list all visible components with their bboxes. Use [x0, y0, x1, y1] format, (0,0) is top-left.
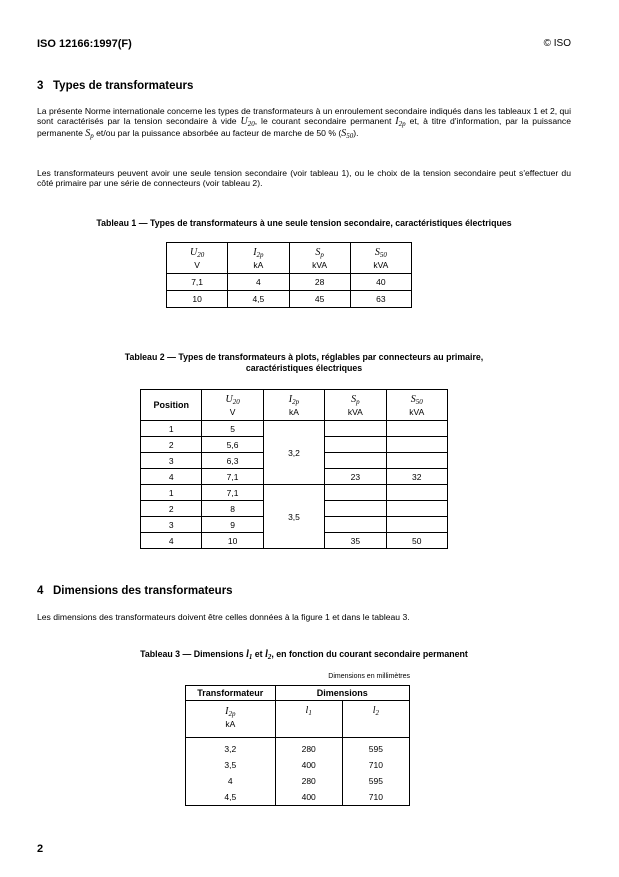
copyright-notice: © ISO — [543, 38, 571, 49]
table-cell: 710 — [342, 789, 409, 806]
table-cell: 9 — [202, 517, 263, 533]
table-cell: 23 — [325, 469, 386, 485]
table-cell — [325, 517, 386, 533]
table-cell — [386, 453, 447, 469]
table-cell: 3,2 — [186, 738, 276, 758]
table-cell-merged: 3,5 — [263, 485, 324, 549]
symbol-i2p: $I_{2p}$ — [395, 116, 406, 129]
table-2-caption-line-1: Tableau 2 — Types de transformateurs à plots, réglables par connecteurs au primaire, — [124, 352, 484, 362]
table-cell — [386, 437, 447, 453]
table-cell: 3 — [141, 517, 202, 533]
table-cell — [325, 421, 386, 437]
table-1-header-row — [167, 243, 412, 274]
table-cell: 280 — [275, 738, 342, 758]
table-cell: 32 — [386, 469, 447, 485]
table-2-caption-line-2: caractéristiques électriques — [245, 363, 363, 373]
table-row — [186, 757, 410, 773]
table-2-col-i2p: $I_{2p}$ kA — [263, 390, 324, 421]
table-cell: 10 — [167, 291, 228, 308]
table-cell: 40 — [350, 274, 411, 291]
table-cell: 595 — [342, 773, 409, 789]
table-cell: 4 — [228, 274, 289, 291]
table-row — [186, 789, 410, 806]
table-2-col-s50: $S_{50}$ kVA — [386, 390, 447, 421]
section-3-title: Types de transformateurs — [53, 80, 194, 92]
table-2-col-sp: $S_p$ kVA — [325, 390, 386, 421]
table-cell — [325, 437, 386, 453]
table-cell: 4 — [141, 533, 202, 549]
table-cell: 3,5 — [186, 757, 276, 773]
table-cell: 7,1 — [167, 274, 228, 291]
table-cell — [386, 517, 447, 533]
table-cell: 28 — [289, 274, 350, 291]
table-3 — [185, 685, 410, 806]
table-cell: 35 — [325, 533, 386, 549]
table-cell: 400 — [275, 757, 342, 773]
table-cell: 10 — [202, 533, 263, 549]
table-cell: 4 — [186, 773, 276, 789]
table-cell: 4,5 — [186, 789, 276, 806]
symbol-sp: $S_p$ — [85, 127, 94, 140]
table-row — [167, 291, 412, 308]
table-row — [141, 485, 448, 501]
table-cell: 1 — [141, 421, 202, 437]
table-3-caption: Tableau 3 — Dimensions $l_1$ et $l_2$, en fonction du courant secondaire permanent — [140, 649, 468, 661]
table-3-header-row-1 — [186, 686, 410, 701]
table-cell: 595 — [342, 738, 409, 758]
table-1-col-sp: $S_p$ kVA — [289, 243, 350, 274]
p1-text-a: La présente Norme internationale concerne les types de transformateurs à un enroulement secondaire indiqués dans les tableaux 1 et 2, qui sont caractérisés par la tension secondaire à vide — [37, 106, 571, 127]
table-cell: 4 — [141, 469, 202, 485]
table-cell: 1 — [141, 485, 202, 501]
table-cell — [325, 485, 386, 501]
table-1-col-i2p: $I_{2p}$ kA — [228, 243, 289, 274]
table-cell: 6,3 — [202, 453, 263, 469]
table-cell: 5,6 — [202, 437, 263, 453]
table-row — [186, 738, 410, 758]
section-3-paragraph-1 — [37, 106, 571, 139]
table-1-col-u20: $U_{20}$ V — [167, 243, 228, 274]
table-cell — [386, 485, 447, 501]
table-3-col-i2p: $I_{2p}$ kA — [186, 701, 276, 738]
section-4-paragraph-1: Les dimensions des transformateurs doivent être celles données à la figure 1 et dans le tableau 3. — [37, 612, 410, 622]
table-cell: 50 — [386, 533, 447, 549]
table-cell — [386, 501, 447, 517]
p1-text-e: ). — [353, 127, 359, 138]
symbol-s50: $S_{50}$ — [341, 127, 354, 140]
section-3-number: 3 — [37, 80, 44, 92]
table-3-col-dimensions: Dimensions — [275, 686, 409, 701]
table-3-unit-note: Dimensions en millimètres — [328, 673, 410, 680]
table-cell: 710 — [342, 757, 409, 773]
p1-text-d: et/ou par la puissance absorbée au facteur de marche de 50 % ( — [93, 127, 342, 138]
table-3-col-l1: $l_1$ — [275, 701, 342, 738]
table-2 — [140, 389, 448, 549]
table-3-header-row-2 — [186, 701, 410, 738]
table-1-col-s50: $S_{50}$ kVA — [350, 243, 411, 274]
table-1-caption: Tableau 1 — Types de transformateurs à une seule tension secondaire, caractéristiques électriques — [96, 218, 512, 228]
table-cell: 280 — [275, 773, 342, 789]
table-2-col-position: Position — [141, 390, 202, 421]
table-cell — [325, 501, 386, 517]
table-row — [186, 773, 410, 789]
table-cell: 7,1 — [202, 469, 263, 485]
table-cell-merged: 3,2 — [263, 421, 324, 485]
table-3-col-l2: $l_2$ — [342, 701, 409, 738]
table-row — [141, 421, 448, 437]
p1-text-c: et, à titre d'information, par la puissance permanente — [37, 116, 572, 138]
page-number: 2 — [37, 843, 44, 855]
table-cell: 7,1 — [202, 485, 263, 501]
section-3-paragraph-2: Les transformateurs peuvent avoir une seule tension secondaire (voir tableau 1), ou le choix de la tension secondaire peut s'effectuer du côté primaire par une série de connecteurs (voir tableau 2). — [37, 168, 571, 189]
table-cell: 63 — [350, 291, 411, 308]
table-cell: 400 — [275, 789, 342, 806]
table-2-header-row — [141, 390, 448, 421]
table-cell: 2 — [141, 501, 202, 517]
table-cell — [325, 453, 386, 469]
table-row — [167, 274, 412, 291]
table-cell: 4,5 — [228, 291, 289, 308]
table-cell: 5 — [202, 421, 263, 437]
table-3-col-transformateur: Transformateur — [186, 686, 276, 701]
table-cell: 8 — [202, 501, 263, 517]
section-3-heading — [37, 80, 193, 92]
table-cell: 45 — [289, 291, 350, 308]
table-cell: 3 — [141, 453, 202, 469]
table-1 — [166, 242, 412, 308]
table-2-caption — [37, 352, 571, 374]
section-4-title: Dimensions des transformateurs — [53, 585, 233, 597]
section-4-number: 4 — [37, 585, 44, 597]
table-2-col-u20: $U_{20}$ V — [202, 390, 263, 421]
document-id: ISO 12166:1997(F) — [37, 38, 132, 50]
symbol-u20: $U_{20}$ — [240, 116, 255, 129]
table-cell — [386, 421, 447, 437]
p1-text-b: , le courant secondaire permanent — [254, 116, 396, 127]
section-4-heading — [37, 585, 233, 597]
table-cell: 2 — [141, 437, 202, 453]
